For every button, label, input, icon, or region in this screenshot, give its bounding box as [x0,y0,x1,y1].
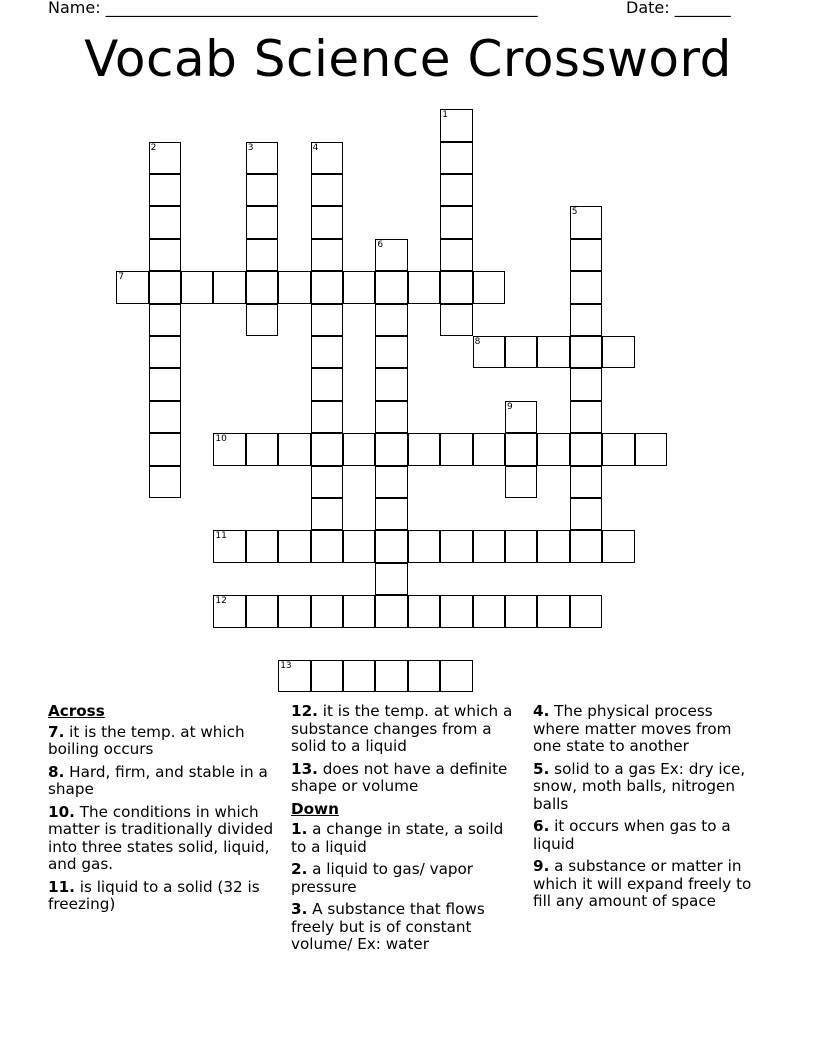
crossword-cell[interactable] [570,433,602,465]
crossword-cell[interactable] [440,271,472,303]
clue-down-5: 5. solid to a gas Ex: dry ice, snow, moth balls, nitrogen balls [533,759,746,813]
crossword-cell[interactable] [505,466,537,498]
crossword-cell[interactable] [570,530,602,562]
crossword-cell[interactable] [570,336,602,368]
clue-down-6: 6. it occurs when gas to a liquid [533,817,731,853]
crossword-cell[interactable] [116,271,148,303]
crossword-cell[interactable] [375,563,407,595]
crossword-cell[interactable] [246,595,278,627]
crossword-cell[interactable] [505,595,537,627]
crossword-cell[interactable] [375,466,407,498]
across-heading: Across [48,702,105,720]
cell-number: 12 [215,596,227,607]
crossword-cell[interactable] [311,304,343,336]
crossword-cell[interactable] [440,174,472,206]
cell-number: 5 [571,207,578,218]
crossword-cell[interactable] [473,433,505,465]
crossword-cell[interactable] [311,595,343,627]
cell-number: 9 [507,401,513,412]
crossword-cell[interactable] [375,271,407,303]
crossword-cell[interactable] [375,239,407,271]
crossword-cell[interactable] [311,660,343,692]
crossword-cell[interactable] [408,271,440,303]
crossword-cell[interactable] [602,433,634,465]
crossword-cell[interactable] [246,271,278,303]
crossword-cell[interactable] [311,206,343,238]
crossword-cell[interactable] [570,401,602,433]
clue-across-13: 13. does not have a definite shape or volume [291,759,508,795]
crossword-cell[interactable] [311,368,343,400]
clue-across-10: 10. The conditions in which matter is traditionally divided into three states solid, liquid, and gas. [48,802,274,873]
crossword-cell[interactable] [570,271,602,303]
crossword-cell[interactable] [311,174,343,206]
crossword-cell[interactable] [213,433,245,465]
crossword-cell[interactable] [375,401,407,433]
crossword-cell[interactable] [570,466,602,498]
crossword-cell[interactable] [278,530,310,562]
crossword-cell[interactable] [635,433,667,465]
crossword-cell[interactable] [440,239,472,271]
crossword-cell[interactable] [213,271,245,303]
clues-column-1 [48,703,278,919]
crossword-cell[interactable] [149,239,181,271]
cell-number: 7 [118,272,124,283]
crossword-cell[interactable] [343,660,375,692]
crossword-cell[interactable] [246,142,278,174]
crossword-cell[interactable] [440,660,472,692]
crossword-cell[interactable] [278,595,310,627]
crossword-cell[interactable] [311,336,343,368]
cell-number: 11 [215,531,227,542]
name-line: Name: ______________________________________________________ [48,0,538,17]
crossword-cell[interactable] [149,271,181,303]
crossword-cell[interactable] [213,595,245,627]
crossword-cell[interactable] [408,595,440,627]
cell-number: 2 [150,142,157,153]
crossword-cell[interactable] [343,433,375,465]
crossword-cell[interactable] [473,595,505,627]
date-line: Date: _______ [626,0,731,17]
crossword-cell[interactable] [375,368,407,400]
crossword-cell[interactable] [278,271,310,303]
crossword-cell[interactable] [375,595,407,627]
crossword-cell[interactable] [570,368,602,400]
crossword-cell[interactable] [311,271,343,303]
crossword-cell[interactable] [278,660,310,692]
clue-down-4: 4. The physical process where matter moves from one state to another [533,702,732,755]
crossword-cell[interactable] [440,109,472,141]
crossword-cell[interactable] [213,530,245,562]
crossword-cell[interactable] [246,433,278,465]
crossword-cell[interactable] [505,401,537,433]
crossword-cell[interactable] [505,433,537,465]
crossword-cell[interactable] [149,336,181,368]
crossword-cell[interactable] [246,239,278,271]
crossword-cell[interactable] [440,530,472,562]
crossword-cell[interactable] [149,401,181,433]
crossword-cell[interactable] [408,530,440,562]
crossword-cell[interactable] [408,433,440,465]
crossword-cell[interactable] [246,530,278,562]
crossword-cell[interactable] [505,336,537,368]
cell-number: 3 [247,142,254,153]
crossword-cell[interactable] [375,498,407,530]
crossword-cell[interactable] [602,530,634,562]
clues-column-2 [291,703,521,959]
crossword-cell[interactable] [149,142,181,174]
clue-down-3: 3. A substance that flows freely but is of constant volume/ Ex: water [291,900,485,953]
clue-across-12: 12. it is the temp. at which a substance changes from a solid to a liquid [291,702,513,755]
crossword-cell[interactable] [570,595,602,627]
crossword-cell[interactable] [440,206,472,238]
crossword-cell[interactable] [537,530,569,562]
crossword-cell[interactable] [473,271,505,303]
crossword-cell[interactable] [602,336,634,368]
cell-number: 4 [312,142,319,153]
crossword-cell[interactable] [375,336,407,368]
crossword-cell[interactable] [311,239,343,271]
crossword-cell[interactable] [149,174,181,206]
crossword-cell[interactable] [149,206,181,238]
crossword-cell[interactable] [246,206,278,238]
crossword-cell[interactable] [246,304,278,336]
crossword-cell[interactable] [537,595,569,627]
crossword-cell[interactable] [149,466,181,498]
clues-column-3 [533,703,763,916]
crossword-cell[interactable] [311,142,343,174]
crossword-cell[interactable] [408,660,440,692]
crossword-cell[interactable] [375,304,407,336]
crossword-cell[interactable] [440,433,472,465]
crossword-cell[interactable] [440,304,472,336]
crossword-cell[interactable] [246,174,278,206]
crossword-cell[interactable] [537,336,569,368]
crossword-cell[interactable] [343,530,375,562]
crossword-cell[interactable] [375,433,407,465]
clue-down-1: 1. a change in state, a soild to a liquid [291,820,504,856]
crossword-cell[interactable] [570,304,602,336]
cell-number: 10 [215,434,227,445]
cell-number: 13 [280,661,292,671]
crossword-cell[interactable] [343,271,375,303]
cell-number: 6 [377,239,384,250]
crossword-cell[interactable] [440,595,472,627]
crossword-cell[interactable] [473,530,505,562]
crossword-cell[interactable] [311,466,343,498]
crossword-cell[interactable] [149,433,181,465]
crossword-cell[interactable] [473,336,505,368]
clue-down-9: 9. a substance or matter in which it will expand freely to fill any amount of space [533,857,752,910]
crossword-cell[interactable] [440,142,472,174]
crossword-cell[interactable] [149,368,181,400]
clue-across-8: 8. Hard, firm, and stable in a shape [48,762,268,798]
crossword-cell[interactable] [311,433,343,465]
crossword-cell[interactable] [311,498,343,530]
crossword-cell[interactable] [343,595,375,627]
cell-number: 1 [442,110,448,121]
clue-across-7: 7. it is the temp. at which boiling occurs [48,722,245,758]
crossword-cell[interactable] [375,530,407,562]
crossword-cell[interactable] [181,271,213,303]
down-heading: Down [291,799,339,818]
crossword-cell[interactable] [311,530,343,562]
crossword-cell[interactable] [505,530,537,562]
crossword-cell[interactable] [278,433,310,465]
cell-number: 8 [474,337,481,347]
crossword-cell[interactable] [570,498,602,530]
crossword-cell[interactable] [375,660,407,692]
crossword-cell[interactable] [537,433,569,465]
crossword-cell[interactable] [311,401,343,433]
crossword-cell[interactable] [149,304,181,336]
crossword-cell[interactable] [570,206,602,238]
clue-across-11: 11. is liquid to a solid (32 is freezing) [48,877,260,913]
crossword-cell[interactable] [570,239,602,271]
clue-down-2: 2. a liquid to gas/ vapor pressure [291,860,474,896]
page-title: Vocab Science Crossword [84,30,732,88]
